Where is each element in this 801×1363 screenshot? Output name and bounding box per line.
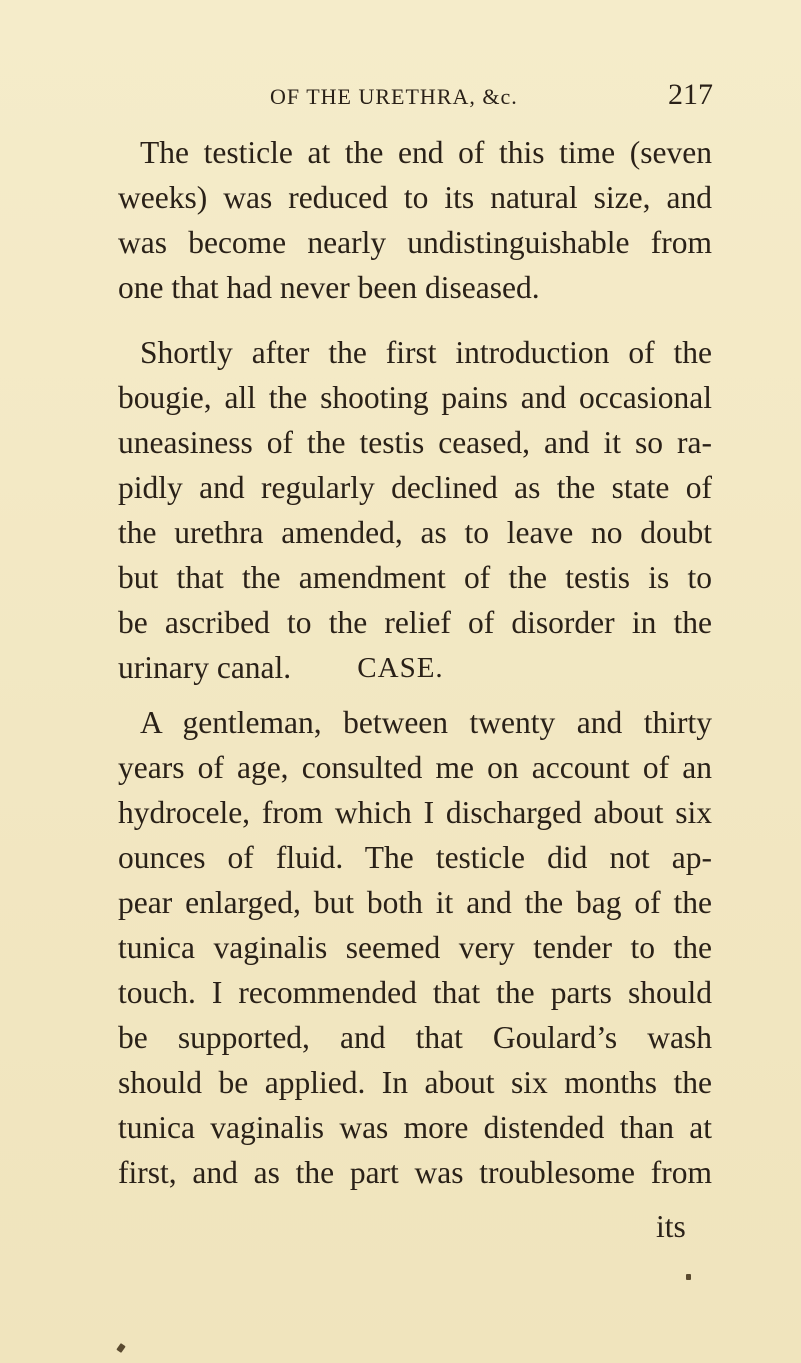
catchword: its: [656, 1209, 686, 1244]
text-line: pear enlarged, but both it and the bag of the: [118, 885, 712, 920]
text-line: years of age, consulted me on account of an: [118, 750, 712, 785]
text-line: weeks) was reduced to its natural size, and: [118, 180, 712, 215]
text-line: one that had never been diseased.: [118, 270, 540, 305]
text-line: be ascribed to the relief of disorder in the: [118, 605, 712, 640]
text-line: touch. I recommended that the parts should: [118, 975, 712, 1010]
text-line: bougie, all the shooting pains and occasional: [118, 380, 712, 415]
ink-speck: [686, 1274, 691, 1280]
text-line: A gentleman, between twenty and thirty: [140, 705, 712, 740]
text-line: was become nearly undistinguishable from: [118, 225, 712, 260]
text-line: tunica vaginalis seemed very tender to the: [118, 930, 712, 965]
text-line: hydrocele, from which I discharged about six: [118, 795, 712, 830]
case-heading: CASE.: [357, 652, 444, 684]
text-line: ounces of fluid. The testicle did not ap-: [118, 840, 712, 875]
paragraph-3: [118, 700, 712, 1195]
text-line: pidly and regularly declined as the state of: [118, 470, 712, 505]
text-line: but that the amendment of the testis is to: [118, 560, 712, 595]
text-line: uneasiness of the testis ceased, and it so ra-: [118, 425, 712, 460]
ink-speck: [116, 1343, 126, 1353]
text-line: tunica vaginalis was more distended than at: [118, 1110, 712, 1145]
text-line: should be applied. In about six months the: [118, 1065, 712, 1100]
page-number: 217: [668, 78, 713, 111]
text-line: Shortly after the first introduction of the: [140, 335, 712, 370]
text-line: be supported, and that Goulard’s wash: [118, 1020, 712, 1055]
text-line: first, and as the part was troublesome from: [118, 1155, 712, 1190]
text-line: The testicle at the end of this time (seven: [140, 135, 712, 170]
running-title: OF THE URETHRA, &c.: [270, 84, 518, 109]
paragraph-2: [118, 330, 712, 690]
text-line: urinary canal.: [118, 650, 292, 685]
text-line: the urethra amended, as to leave no doubt: [118, 515, 712, 550]
paragraph-1: [118, 130, 712, 310]
